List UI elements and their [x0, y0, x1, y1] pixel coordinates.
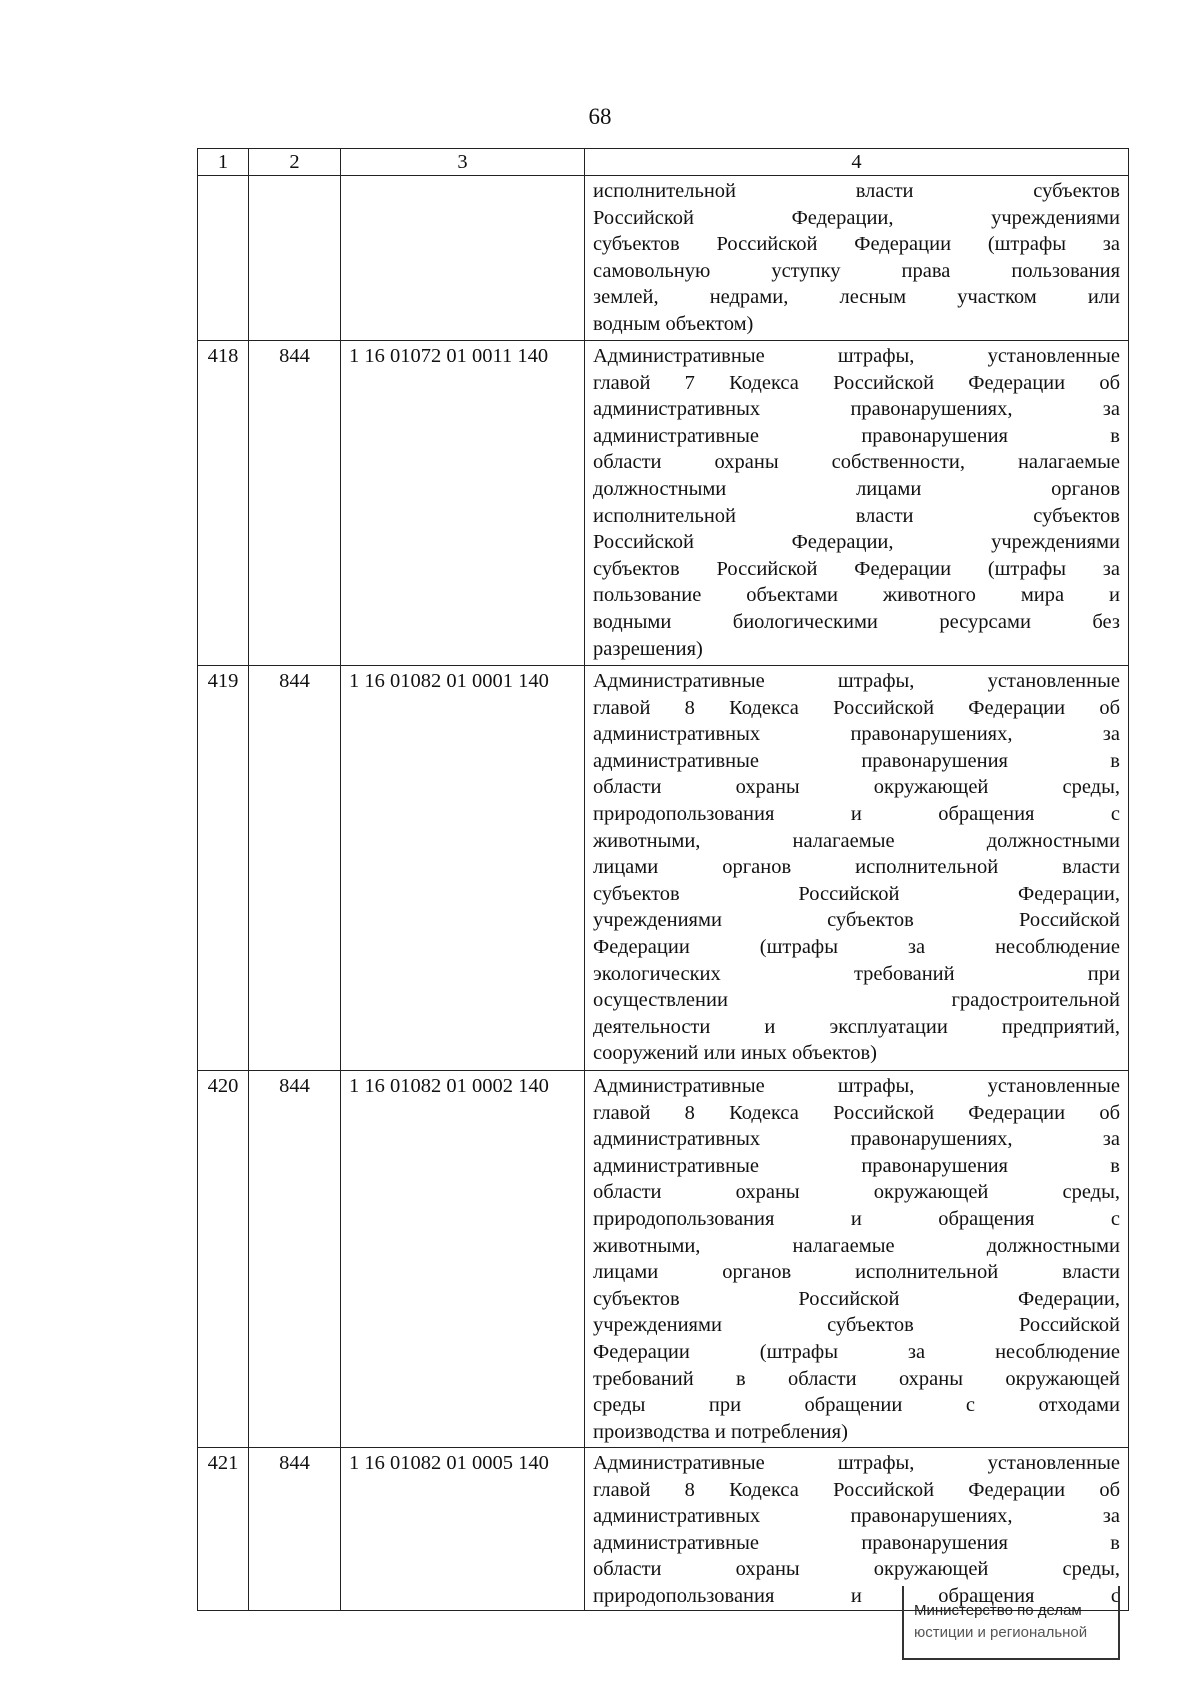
cell-description: [585, 666, 1129, 1071]
description-line: административные правонарушения в: [593, 749, 1120, 772]
description-line: животными, налагаемые должностными: [593, 829, 1120, 852]
description-line: должностными лицами органов: [593, 477, 1120, 500]
description-line: Административные штрафы, установленные: [593, 670, 1120, 692]
description-line: лицами органов исполнительной власти: [593, 1261, 1120, 1284]
header-col-2: 2: [249, 149, 341, 176]
cell-kbk: 1 16 01082 01 0001 140: [341, 666, 585, 1071]
description-line: Федерации (штрафы за несоблюдение: [593, 1340, 1120, 1363]
header-col-1: 1: [198, 149, 249, 176]
description-line: административных правонарушениях, за: [593, 398, 1120, 421]
cell-admin-code: 844: [249, 1448, 341, 1611]
cell-kbk: 1 16 01082 01 0005 140: [341, 1448, 585, 1611]
description-line: области охраны окружающей среды,: [593, 1558, 1120, 1581]
description-line: производства и потребления): [593, 1420, 848, 1443]
cell-kbk: [341, 176, 585, 341]
description-line: осуществлении градостроительной: [593, 989, 1120, 1012]
ministry-stamp: [902, 1586, 1124, 1694]
description-line: Федерации (штрафы за несоблюдение: [593, 935, 1120, 958]
cell-num: 419: [198, 666, 249, 1071]
description-line: самовольную уступку права пользования: [593, 259, 1120, 282]
description-line: главой 8 Кодекса Российской Федерации об: [593, 1101, 1120, 1124]
stamp-line-1: Министерство по делам: [914, 1602, 1082, 1619]
table-header-row: [198, 149, 1129, 176]
description-line: деятельности и эксплуатации предприятий,: [593, 1015, 1120, 1038]
cell-admin-code: 844: [249, 341, 341, 666]
description-line: исполнительной власти субъектов: [593, 180, 1120, 202]
cell-description: [585, 341, 1129, 666]
description-line: главой 8 Кодекса Российской Федерации об: [593, 1478, 1120, 1501]
description-line: водными биологическими ресурсами без: [593, 610, 1120, 633]
table-row: [198, 666, 1129, 1071]
description-line: субъектов Российской Федерации,: [593, 882, 1120, 905]
description-line: природопользования и обращения с: [593, 802, 1120, 825]
description-line: административных правонарушениях, за: [593, 1505, 1120, 1528]
description-line: административные правонарушения в: [593, 1154, 1120, 1177]
cell-num: 421: [198, 1448, 249, 1611]
description-line: экологических требований при: [593, 962, 1120, 985]
cell-kbk: 1 16 01072 01 0011 140: [341, 341, 585, 666]
cell-num: 418: [198, 341, 249, 666]
stamp-border: [902, 1586, 1120, 1660]
description-line: требований в области охраны окружающей: [593, 1367, 1120, 1390]
description-line: природопользования и обращения с: [593, 1584, 1120, 1607]
description-line: области охраны окружающей среды,: [593, 1181, 1120, 1204]
description-line: главой 8 Кодекса Российской Федерации об: [593, 696, 1120, 719]
description-line: Российской Федерации, учреждениями: [593, 206, 1120, 229]
description-line: Административные штрафы, установленные: [593, 1075, 1120, 1097]
cell-admin-code: [249, 176, 341, 341]
description-line: Административные штрафы, установленные: [593, 345, 1120, 367]
cell-kbk: 1 16 01082 01 0002 140: [341, 1071, 585, 1448]
description-line: водным объектом): [593, 312, 754, 335]
cell-admin-code: 844: [249, 666, 341, 1071]
description-line: природопользования и обращения с: [593, 1207, 1120, 1230]
description-line: области охраны собственности, налагаемые: [593, 451, 1120, 474]
description-line: пользование объектами животного мира и: [593, 584, 1120, 607]
header-col-4: 4: [585, 149, 1129, 176]
stamp-line-2: юстиции и региональной: [914, 1624, 1088, 1641]
description-line: учреждениями субъектов Российской: [593, 1314, 1120, 1337]
description-line: административных правонарушениях, за: [593, 723, 1120, 746]
cell-num: 420: [198, 1071, 249, 1448]
description-line: субъектов Российской Федерации (штрафы за: [593, 557, 1120, 580]
description-line: субъектов Российской Федерации (штрафы за: [593, 233, 1120, 256]
table-row-continued: [198, 176, 1129, 341]
description-line: землей, недрами, лесным участком или: [593, 286, 1120, 309]
description-line: административные правонарушения в: [593, 1531, 1120, 1554]
cell-description: [585, 1071, 1129, 1448]
description-line: главой 7 Кодекса Российской Федерации об: [593, 371, 1120, 394]
description-line: учреждениями субъектов Российской: [593, 909, 1120, 932]
page-number: 68: [588, 104, 612, 129]
header-col-3: 3: [341, 149, 585, 176]
description-line: Российской Федерации, учреждениями: [593, 531, 1120, 554]
description-line: разрешения): [593, 637, 703, 660]
cell-num: [198, 176, 249, 341]
description-line: субъектов Российской Федерации,: [593, 1287, 1120, 1310]
description-line: административных правонарушениях, за: [593, 1128, 1120, 1151]
budget-codes-table: [197, 148, 1129, 1611]
table-row: [198, 341, 1129, 666]
description-line: лицами органов исполнительной власти: [593, 856, 1120, 879]
table-row: [198, 1071, 1129, 1448]
cell-admin-code: 844: [249, 1071, 341, 1448]
description-line: сооружений или иных объектов): [593, 1042, 877, 1065]
cell-description: [585, 176, 1129, 341]
description-line: среды при обращении с отходами: [593, 1394, 1120, 1417]
description-line: Административные штрафы, установленные: [593, 1452, 1120, 1474]
description-line: исполнительной власти субъектов: [593, 504, 1120, 527]
description-line: области охраны окружающей среды,: [593, 776, 1120, 799]
description-line: административные правонарушения в: [593, 424, 1120, 447]
description-line: животными, налагаемые должностными: [593, 1234, 1120, 1257]
